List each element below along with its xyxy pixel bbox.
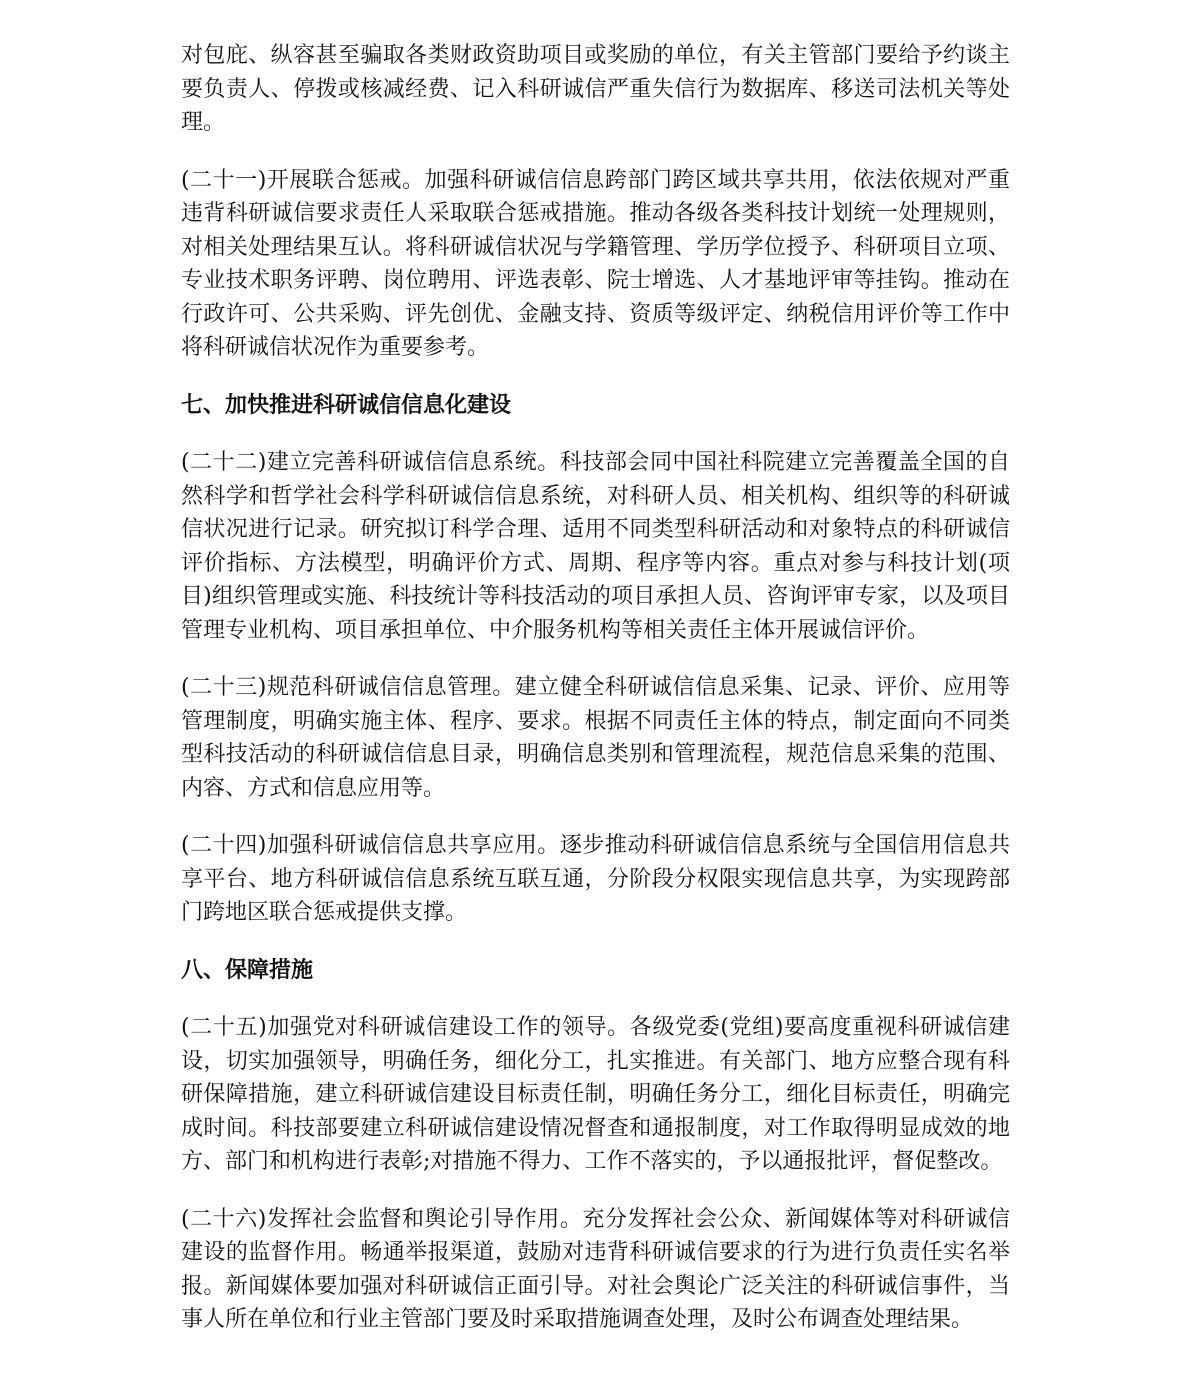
paragraph-social-supervision: (二十六)发挥社会监督和舆论引导作用。充分发挥社会公众、新闻媒体等对科研诚信建设的监督作用。畅通举报渠道，鼓励对违背科研诚信要求的行为进行负责任实名举报。新闻媒体要加强对科研诚信正面引导。对社会舆论广泛关注的科研诚信事件，当事人所在单位和行业主管部门要及时采取措施调查处理，及时公布调查处理结果。 bbox=[181, 1206, 1010, 1332]
paragraph-info-management: (二十三)规范科研诚信信息管理。建立健全科研诚信信息采集、记录、评价、应用等管理制度，明确实施主体、程序、要求。根据不同责任主体的特点，制定面向不同类型科技活动的科研诚信信息目录，明确信息类别和管理流程，规范信息采集的范围、内容、方式和信息应用等。 bbox=[181, 675, 1010, 801]
paragraph-penalty-units: 对包庇、纵容甚至骗取各类财政资助项目或奖励的单位，有关主管部门要给予约谈主要负责人、停拨或核减经费、记入科研诚信严重失信行为数据库、移送司法机关等处理。 bbox=[181, 43, 1010, 135]
section-heading-safeguards: 八、保障措施 bbox=[181, 957, 314, 983]
document-page bbox=[181, 39, 1010, 1337]
paragraph-party-leadership: (二十五)加强党对科研诚信建设工作的领导。各级党委(党组)要高度重视科研诚信建设，切实加强领导，明确任务，细化分工，扎实推进。有关部门、地方应整合现有科研保障措施，建立科研诚信建设目标责任制，明确任务分工，细化目标责任，明确完成时间。科技部要建立科研诚信建设情况督查和通报制度，对工作取得明显成效的地方、部门和机构进行表彰;对措施不得力、工作不落实的，予以通报批评，督促整改。 bbox=[181, 1015, 1010, 1174]
paragraph-info-system: (二十二)建立完善科研诚信信息系统。科技部会同中国社科院建立完善覆盖全国的自然科学和哲学社会科学科研诚信信息系统，对科研人员、相关机构、组织等的科研诚信状况进行记录。研究拟订科学合理、适用不同类型科研活动和对象特点的科研诚信评价指标、方法模型，明确评价方式、周期、程序等内容。重点对参与科技计划(项目)组织管理或实施、科技统计等科技活动的项目承担人员、咨询评审专家，以及项目管理专业机构、项目承担单位、中介服务机构等相关责任主体开展诚信评价。 bbox=[181, 450, 1010, 643]
section-heading-informatization: 七、加快推进科研诚信信息化建设 bbox=[181, 392, 512, 418]
paragraph-info-sharing: (二十四)加强科研诚信信息共享应用。逐步推动科研诚信信息系统与全国信用信息共享平台、地方科研诚信信息系统互联互通，分阶段分权限实现信息共享，为实现跨部门跨地区联合惩戒提供支撑。 bbox=[181, 833, 1010, 925]
paragraph-joint-punishment: (二十一)开展联合惩戒。加强科研诚信信息跨部门跨区域共享共用，依法依规对严重违背科研诚信要求责任人采取联合惩戒措施。推动各级各类科技计划统一处理规则，对相关处理结果互认。将科研诚信状况与学籍管理、学历学位授予、科研项目立项、专业技术职务评聘、岗位聘用、评选表彰、院士增选、人才基地评审等挂钩。推动在行政许可、公共采购、评先创优、金融支持、资质等级评定、纳税信用评价等工作中将科研诚信状况作为重要参考。 bbox=[181, 167, 1010, 360]
